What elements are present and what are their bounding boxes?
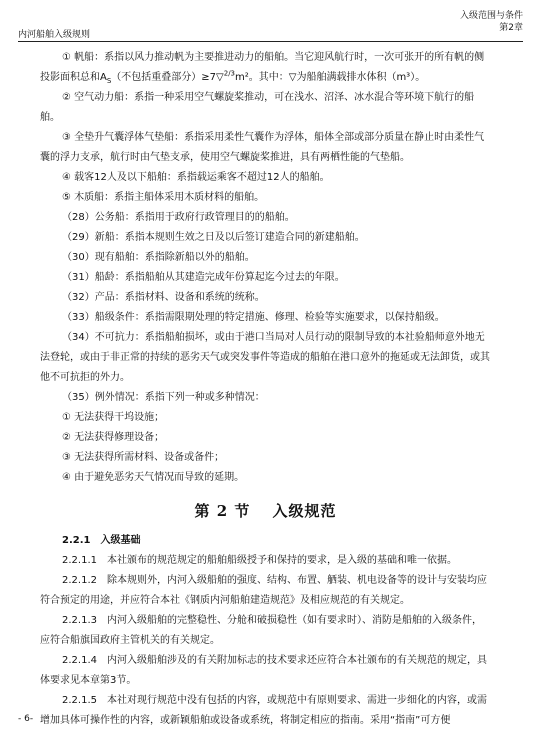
clause-2-2-1-4: 2.2.1.4 内河入级船舶涉及的有关附加标志的技术要求还应符合本社颁布的有关规范的规定，具体要求见本章第3节。 [40,655,487,686]
item-small-passenger: ④ 载客12人及以下船舶：系指载运乘客不超过12人的船舶。 [62,172,330,183]
clause-2-2-1-2: 2.2.1.2 除本规则外，内河入级船舶的强度、结构、布置、舾装、机电设备等的设计与安装均应符合预定的用途，并应符合本社《钢质内河船舶建造规范》及相应规范的有关规定。 [40,575,487,606]
clause-2-2-1-1: 2.2.1.1 本社颁布的规范规定的船舶船级授予和保持的要求，是入级的基础和唯一依据。 [62,555,457,566]
item-sailing-ship-sup: 2/3 [223,69,235,78]
page-body [40,48,491,731]
clause-2-2-1-3: 2.2.1.3 内河入级船舶的完整稳性、分舱和破损稳性（如有要求时）、消防是船舶的入级条件，应符合船旗国政府主管机关的有关规定。 [40,615,482,646]
item-sailing-ship [40,48,491,88]
item-29: （29）新船：系指本规则生效之日及以后签订建造合同的新建船舶。 [62,232,365,243]
item-32: （32）产品：系指材料、设备和系统的统称。 [62,292,265,303]
exception-4: ④ 由于避免恶劣天气情况而导致的延期。 [62,472,245,483]
item-28: （28）公务船：系指用于政府行政管理目的的船舶。 [62,212,295,223]
page-header [18,10,523,42]
header-book-title: 内河船舶入级规则 [18,30,91,40]
item-31: （31）船龄：系指船舶从其建造完成年份算起迄今过去的年限。 [62,272,345,283]
exception-3: ③ 无法获得所需材料、设备或备件； [62,452,225,463]
item-wooden-ship: ⑤ 木质船：系指主船体采用木质材料的船舶。 [62,192,265,203]
section-title [40,500,491,521]
section-name: 入级规范 [272,502,337,520]
header-chapter-info [460,10,523,34]
header-chapter-number: 第2章 [499,23,523,33]
clause-2-2-1-5: 2.2.1.5 本社对现行规范中没有包括的内容，或规范中有原则要求、需进一步细化的内容，或需增加具体可操作性的内容，或新颖船舶或设备或系统，将制定相应的指南。采用“指南”可方便 [40,695,487,726]
item-33: （33）船级条件：系指需限期处理的特定措施、修理、检验等实施要求，以保持船级。 [62,312,445,323]
item-sailing-ship-text: ① 帆船：系指以风力推动帆为主要推进动力的船舶。当它迎风航行时，一次可张开的所有帆的侧投影面积总和A [40,52,485,83]
item-34: （34）不可抗力：系指船舶损坏，或由于港口当局对人员行动的限制导致的本社验船师意外地无法登轮，或由于非正常的持续的恶劣天气或突发事件等造成的船舶在港口意外的拖延或无法卸货，或其他不可抗拒的外力。 [40,332,490,383]
header-rule [18,41,523,42]
exception-1: ① 无法获得干坞设施； [62,412,165,423]
page-number: - 6- [18,714,34,724]
item-sailing-ship-sub: S [106,77,112,85]
item-sailing-ship-post: m²。其中：▽为船舶满载排水体积（m³）。 [235,72,426,83]
header-chapter-title: 入级范围与条件 [459,11,523,21]
item-air-propelled: ② 空气动力船：系指一种采用空气螺旋桨推动，可在浅水、沼泽、冰水混合等环境下航行的船舶。 [40,92,475,123]
item-sailing-ship-mid: （不包括重叠部分）≥7▽ [111,72,224,83]
item-30: （30）现有船舶：系指除新船以外的船舶。 [62,252,255,263]
subsection-heading: 2.2.1 入级基础 [62,535,141,546]
section-number: 第 2 节 [194,502,251,520]
item-35: （35）例外情况：系指下列一种或多种情况： [62,392,265,403]
item-air-cushion: ③ 全垫升气囊浮体气垫船：系指采用柔性气囊作为浮体，船体全部或部分质量在静止时由柔性气囊的浮力支承，航行时由气垫支承，使用空气螺旋桨推进，具有两栖性能的气垫船。 [40,132,485,163]
exception-2: ② 无法获得修理设备； [62,432,165,443]
